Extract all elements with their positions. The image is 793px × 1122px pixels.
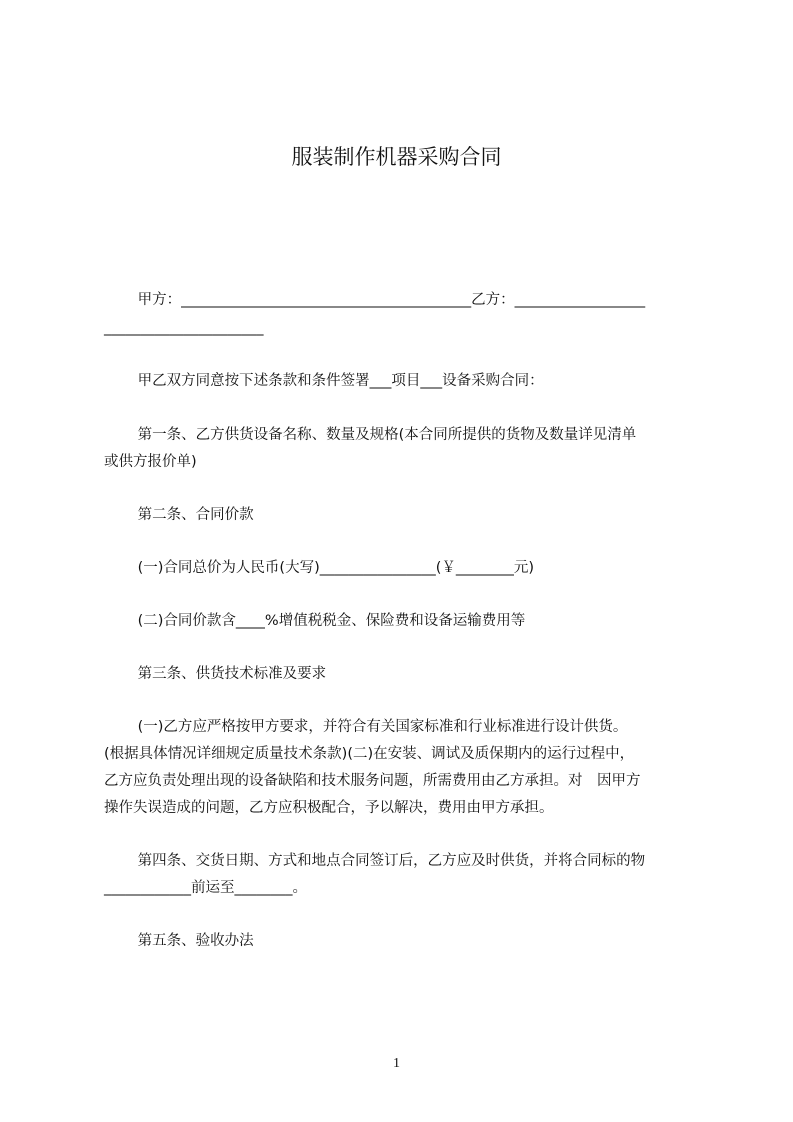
article-3-heading: 第三条、供货技术标准及要求 bbox=[104, 666, 327, 682]
article-1-line-2: 或供方报价单) bbox=[104, 454, 197, 470]
article-3-line-4: 操作失误造成的问题，乙方应积极配合，予以解决，费用由甲方承担。 bbox=[104, 800, 554, 816]
article-3-line-3: 乙方应负责处理出现的设备缺陷和技术服务问题，所需费用由乙方承担。对 因甲方 bbox=[104, 773, 641, 789]
article-4-line-1: 第四条、交货日期、方式和地点合同签订后，乙方应及时供货，并将合同标的物 bbox=[104, 853, 646, 869]
party-line: 甲方：________________________________________乙方：__________________ bbox=[104, 292, 646, 308]
article-3-line-1: (一)乙方应严格按甲方要求，并符合有关国家标准和行业标准进行设计供货。 bbox=[104, 719, 628, 735]
intro-paragraph: 甲乙双方同意按下述条款和条件签署___项目___设备采购合同： bbox=[104, 373, 544, 389]
article-2-item-2: (二)合同价款含____%增值税税金、保险费和设备运输费用等 bbox=[104, 613, 526, 629]
article-4-line-2: ____________前运至________。 bbox=[104, 880, 307, 896]
page-number: 1 bbox=[393, 1056, 400, 1071]
document-title: 服装制作机器采购合同 bbox=[291, 145, 502, 169]
article-3-line-2: (根据具体情况详细规定质量技术条款)(二)在安装、调试及质保期内的运行过程中， bbox=[104, 746, 635, 762]
article-5-heading: 第五条、验收办法 bbox=[104, 933, 254, 949]
article-2-item-1: (一)合同总价为人民币(大写)________________(￥________元) bbox=[104, 560, 535, 576]
article-2-heading: 第二条、合同价款 bbox=[104, 507, 254, 523]
article-1-line-1: 第一条、乙方供货设备名称、数量及规格(本合同所提供的货物及数量详见清单 bbox=[104, 427, 637, 443]
party-line-continuation: ______________________ bbox=[104, 320, 264, 336]
